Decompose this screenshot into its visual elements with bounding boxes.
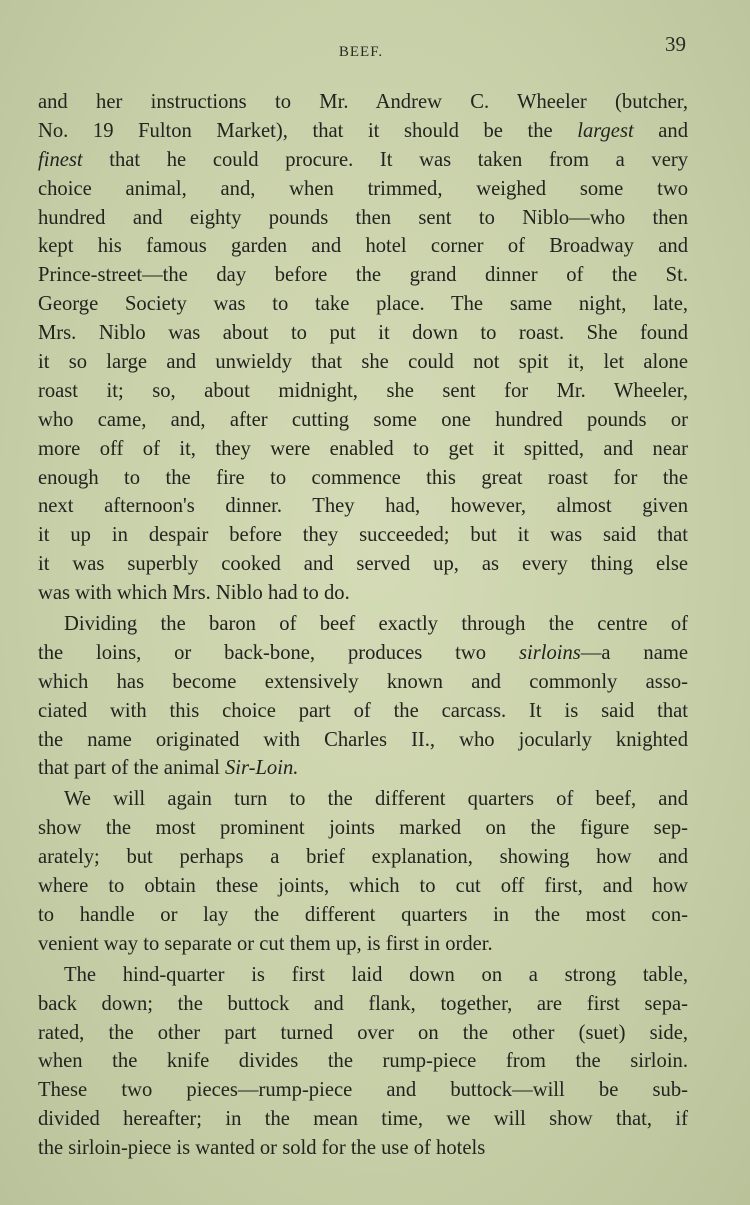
- text-line: [38, 319, 688, 348]
- text-line: [38, 901, 688, 930]
- text-run: venient way to separate or cut them up, is first in order.: [38, 932, 493, 955]
- paragraph: [38, 610, 688, 783]
- text-line: [38, 1134, 688, 1163]
- text-line: [38, 1019, 688, 1048]
- paragraph: [38, 88, 688, 608]
- text-line: [38, 726, 688, 755]
- text-run: No. 19 Fulton Market), that it should be the: [38, 119, 578, 142]
- paragraph: [38, 961, 688, 1163]
- text-run: rated, the other part turned over on the other (suet) side,: [38, 1021, 688, 1044]
- text-line: [38, 843, 688, 872]
- text-run: and her instructions to Mr. Andrew C. Wheeler (butcher,: [38, 91, 688, 113]
- text-line: [38, 961, 688, 990]
- text-run: The hind-quarter is first laid down on a strong table,: [64, 963, 688, 986]
- text-run: who came, and, after cutting some one hundred pounds or: [38, 408, 688, 431]
- text-line: [38, 754, 688, 783]
- italic-run: Sir-Loin.: [225, 757, 299, 780]
- text-run: divided hereafter; in the mean time, we will show that, if: [38, 1108, 688, 1131]
- text-run: We will again turn to the different quarters of beef, and: [64, 788, 688, 811]
- text-line: [38, 232, 688, 261]
- text-line: [38, 814, 688, 843]
- body-text: [38, 88, 688, 1163]
- italic-run: largest: [577, 119, 634, 142]
- page-header: [36, 30, 686, 70]
- text-run: —a name: [580, 641, 688, 664]
- text-line: [38, 88, 688, 117]
- text-run: Dividing the baron of beef exactly through the centre of: [64, 613, 688, 636]
- text-run: it up in despair before they succeeded; but it was said that: [38, 524, 688, 547]
- text-line: [38, 435, 688, 464]
- text-run: it was superbly cooked and served up, as every thing else: [38, 553, 688, 576]
- text-run: back down; the buttock and flank, together, are first sepa-: [38, 992, 688, 1015]
- text-run: show the most prominent joints marked on the figure sep-: [38, 817, 688, 840]
- text-run: the name originated with Charles II., who jocularly knighted: [38, 728, 688, 751]
- text-run: Mrs. Niblo was about to put it down to roast. She found: [38, 322, 688, 345]
- text-run: to handle or lay the different quarters in the most con-: [38, 903, 688, 926]
- text-run: when the knife divides the rump-piece from the sirloin.: [38, 1050, 688, 1073]
- text-run: kept his famous garden and hotel corner of Broadway and: [38, 235, 688, 258]
- text-run: the loins, or back-bone, produces two: [38, 641, 519, 664]
- text-line: [38, 261, 688, 290]
- text-run: more off of it, they were enabled to get it spitted, and near: [38, 437, 688, 460]
- text-line: [38, 872, 688, 901]
- text-line: [38, 290, 688, 319]
- text-run: the sirloin-piece is wanted or sold for the use of hotels: [38, 1137, 486, 1160]
- text-line: [38, 1047, 688, 1076]
- text-line: [38, 521, 688, 550]
- text-line: [38, 1105, 688, 1134]
- italic-run: finest: [38, 148, 83, 171]
- text-line: [38, 377, 688, 406]
- paragraph: [38, 785, 688, 958]
- text-line: [38, 990, 688, 1019]
- text-line: [38, 579, 688, 608]
- italic-run: sirloins: [518, 641, 581, 664]
- text-run: next afternoon's dinner. They had, however, almost given: [38, 495, 688, 518]
- page-number: 39: [665, 32, 686, 56]
- text-line: [38, 930, 688, 959]
- text-run: was with which Mrs. Niblo had to do.: [38, 582, 350, 605]
- text-line: [38, 492, 688, 521]
- text-line: [38, 1076, 688, 1105]
- text-line: [38, 610, 688, 639]
- text-run: Prince-street—the day before the grand dinner of the St.: [38, 264, 688, 287]
- text-run: that part of the animal: [38, 757, 225, 780]
- text-line: [38, 697, 688, 726]
- running-head: BEEF.: [338, 44, 384, 60]
- text-run: and: [633, 119, 688, 142]
- text-run: it so large and unwieldy that she could not spit it, let alone: [38, 351, 688, 374]
- text-run: roast it; so, about midnight, she sent for Mr. Wheeler,: [38, 379, 688, 402]
- text-run: These two pieces—rump-piece and buttock—will be sub-: [38, 1079, 688, 1102]
- text-line: [38, 146, 688, 175]
- text-run: where to obtain these joints, which to cut off first, and how: [38, 875, 688, 898]
- text-line: [38, 406, 688, 435]
- text-line: [38, 639, 688, 668]
- text-run: George Society was to take place. The same night, late,: [38, 293, 688, 316]
- text-run: choice animal, and, when trimmed, weighed some two: [38, 177, 688, 200]
- text-line: [38, 117, 688, 146]
- text-line: [38, 464, 688, 493]
- text-run: hundred and eighty pounds then sent to Niblo—who then: [38, 206, 688, 229]
- text-line: [38, 785, 688, 814]
- text-run: which has become extensively known and commonly asso-: [38, 670, 688, 693]
- text-run: ciated with this choice part of the carcass. It is said that: [38, 699, 688, 722]
- text-run: arately; but perhaps a brief explanation, showing how and: [38, 846, 688, 869]
- text-run: enough to the fire to commence this great roast for the: [38, 466, 688, 489]
- text-line: [38, 175, 688, 204]
- text-line: [38, 204, 688, 233]
- text-run: that he could procure. It was taken from a very: [82, 148, 688, 171]
- text-line: [38, 550, 688, 579]
- text-line: [38, 668, 688, 697]
- text-line: [38, 348, 688, 377]
